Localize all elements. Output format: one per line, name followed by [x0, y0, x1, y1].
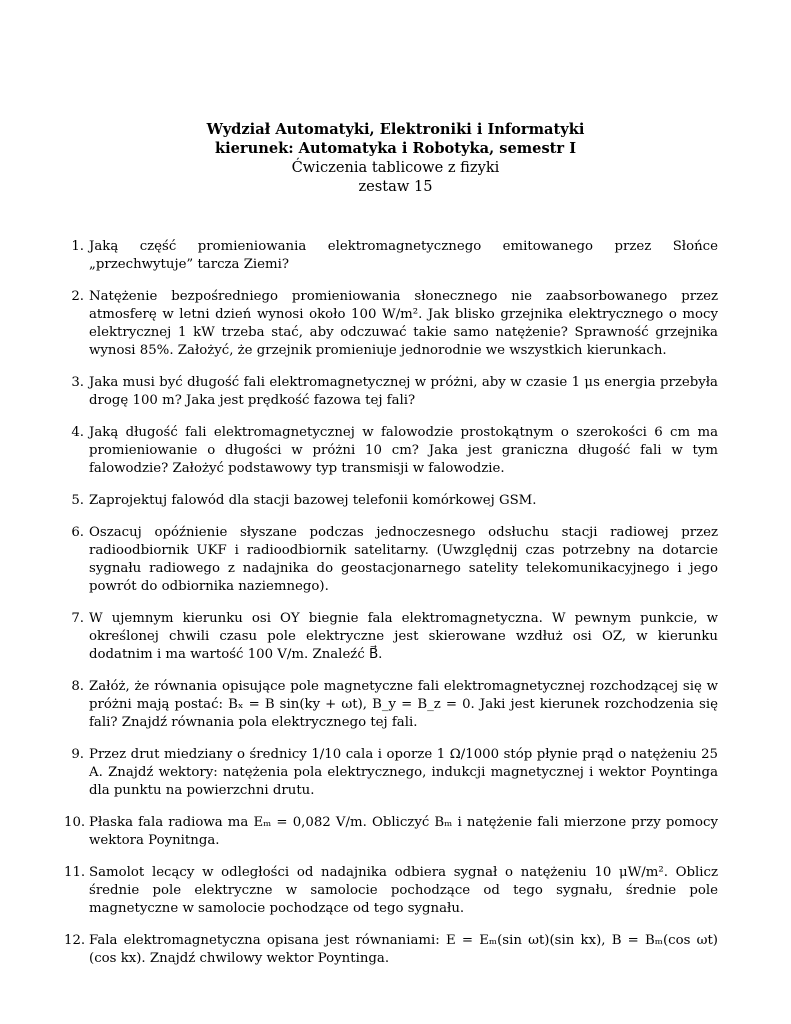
problem-item — [64, 238, 718, 274]
document-header — [0, 120, 791, 196]
problem-text: Jaką część promieniowania elektromagnetycznego emitowanego przez Słońce „przechwytuje” tarcza Ziemi? — [89, 239, 718, 272]
problem-number: 4. — [71, 425, 84, 440]
problem-number: 11. — [64, 865, 86, 880]
problem-text: Fala elektromagnetyczna opisana jest równaniami: E = Eₘ(sin ωt)(sin kx), B = Bₘ(cos ωt)(cos kx). Znajdź chwilowy wektor Poyntinga. — [89, 933, 718, 966]
problem-item — [64, 492, 718, 510]
problem-text: Samolot lecący w odległości od nadajnika odbiera sygnał o natężeniu 10 μW/m². Oblicz średnie pole elektryczne w samolocie pochodzące od tego sygnału, średnie pole magnetyczne w samolocie pochodzące od tego sygnału. — [89, 865, 718, 916]
problem-text: Jaką długość fali elektromagnetycznej w falowodzie prostokątnym o szerokości 6 cm ma promieniowanie o długości w próżni 10 cm? Jaka jest graniczna długość fali w tym falowodzie? Założyć podstawowy typ transmisji w falowodzie. — [89, 425, 718, 476]
problem-item — [64, 610, 718, 664]
problem-item — [64, 678, 718, 732]
problem-number: 2. — [71, 289, 84, 304]
problem-list — [64, 238, 718, 968]
problem-item — [64, 814, 718, 850]
problem-text: Załóż, że równania opisujące pole magnetyczne fali elektromagnetycznej rozchodzącej się w próżni mają postać: Bₓ = B sin(ky + ωt), B_y = B_z = 0. Jaki jest kierunek rozchodzenia się fali? Znajdź równania pola elektrycznego tej fali. — [89, 679, 718, 730]
faculty-title: Wydział Automatyki, Elektroniki i Informatyki — [206, 121, 585, 138]
problem-number: 6. — [71, 525, 84, 540]
problem-number: 3. — [71, 375, 84, 390]
problem-item — [64, 746, 718, 800]
problem-text: Zaprojektuj falowód dla stacji bazowej telefonii komórkowej GSM. — [89, 493, 537, 508]
problem-number: 7. — [71, 611, 84, 626]
problem-number: 5. — [71, 493, 84, 508]
problem-text: Płaska fala radiowa ma Eₘ = 0,082 V/m. Obliczyć Bₘ i natężenie fali mierzone przy pomocy wektora Poynitnga. — [89, 815, 718, 848]
subject-title: Ćwiczenia tablicowe z fizyki — [291, 159, 500, 176]
problem-text: Oszacuj opóźnienie słyszane podczas jednoczesnego odsłuchu stacji radiowej przez radioodbiornik UKF i radioodbiornik satelitarny. (Uwzględnij czas potrzebny na dotarcie sygnału radiowego z nadajnika do geostacjonarnego satelity telekomunikacyjnego i jego powrót do odbiornika naziemnego). — [89, 525, 718, 594]
problem-number: 10. — [64, 815, 86, 830]
problem-text: W ujemnym kierunku osi OY biegnie fala elektromagnetyczna. W pewnym punkcie, w określonej chwili czasu pole elektryczne jest skierowane wzdłuż osi OZ, w kierunku dodatnim i ma wartość 100 V/m. Znaleźć B⃗. — [89, 611, 718, 662]
problem-number: 1. — [71, 239, 84, 254]
problem-item — [64, 932, 718, 968]
problem-item — [64, 424, 718, 478]
problem-item — [64, 374, 718, 410]
problem-number: 9. — [71, 747, 84, 762]
problem-item — [64, 288, 718, 360]
problem-text: Jaka musi być długość fali elektromagnetycznej w próżni, aby w czasie 1 μs energia przebyła drogę 100 m? Jaka jest prędkość fazowa tej fali? — [89, 375, 718, 408]
problem-text: Natężenie bezpośredniego promieniowania słonecznego nie zaabsorbowanego przez atmosferę w letni dzień wynosi około 100 W/m². Jak blisko grzejnika elektrycznego o mocy elektrycznej 1 kW trzeba stać, aby odczuwać takie samo natężenie? Sprawność grzejnika wynosi 85%. Założyć, że grzejnik promieniuje jednorodnie we wszystkich kierunkach. — [89, 289, 718, 358]
course-title: kierunek: Automatyka i Robotyka, semestr I — [214, 140, 577, 157]
problem-item — [64, 864, 718, 918]
problem-text: Przez drut miedziany o średnicy 1/10 cala i oporze 1 Ω/1000 stóp płynie prąd o natężeniu 25 A. Znajdź wektory: natężenia pola elektrycznego, indukcji magnetycznej i wektor Poyntinga dla punktu na powierzchni drutu. — [89, 747, 718, 798]
problem-number: 12. — [64, 933, 86, 948]
problem-item — [64, 524, 718, 596]
set-title: zestaw 15 — [358, 178, 433, 195]
problem-number: 8. — [71, 679, 84, 694]
